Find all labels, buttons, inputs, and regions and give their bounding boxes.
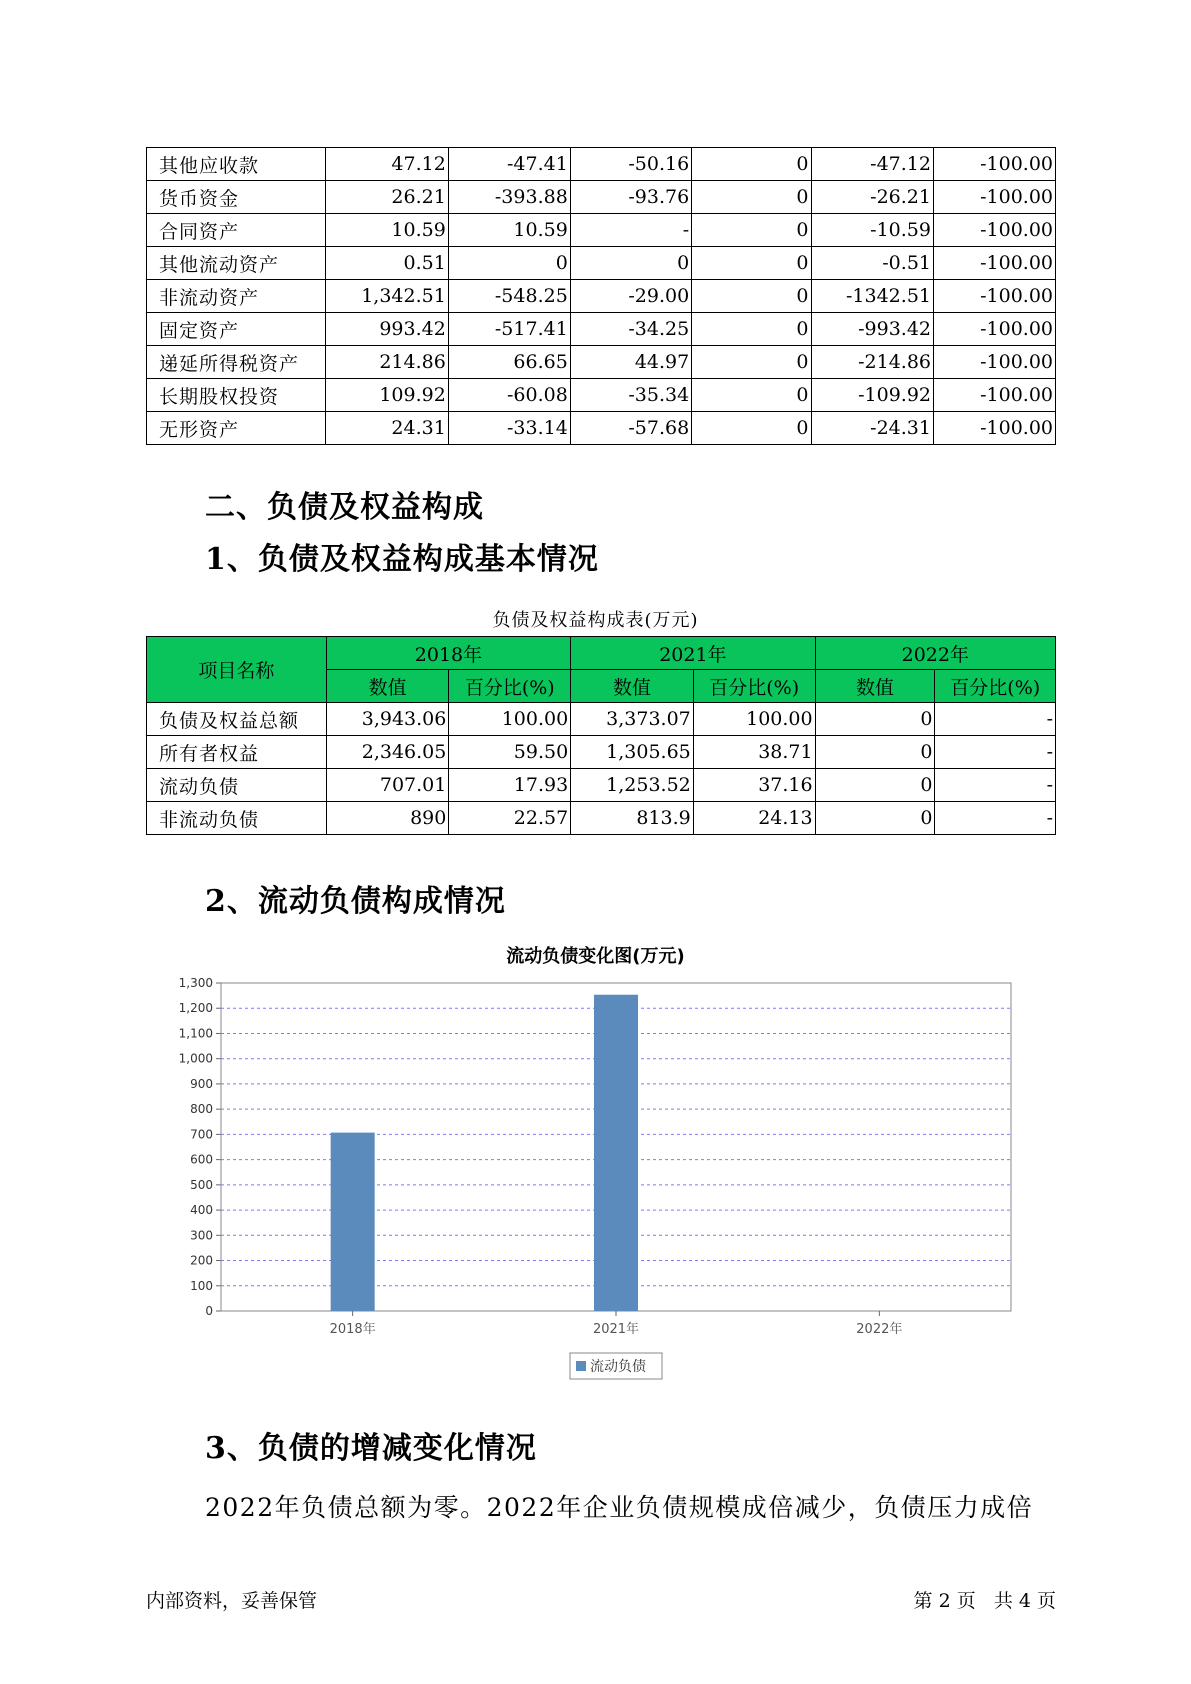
cell-v5: -10.59 <box>811 214 934 247</box>
legend-label: 流动负债 <box>590 1359 646 1375</box>
y-tick-label: 1,100 <box>178 1026 213 1041</box>
y-tick-label: 500 <box>190 1177 213 1192</box>
asset-row <box>147 148 1056 181</box>
cell-v6: -100.00 <box>934 214 1056 247</box>
legend-swatch <box>576 1361 586 1371</box>
row-label: 长期股权投资 <box>147 379 326 412</box>
cell-p3: - <box>935 802 1056 835</box>
asset-row <box>147 313 1056 346</box>
row-label: 所有者权益 <box>147 736 327 769</box>
asset-row <box>147 379 1056 412</box>
cell-v1: 993.42 <box>326 313 448 346</box>
bar <box>594 995 638 1311</box>
cell-v3: -34.25 <box>570 313 691 346</box>
asset-table-body <box>147 148 1056 445</box>
header-item-name: 项目名称 <box>147 637 327 703</box>
footer-confidential: 内部资料，妥善保管 <box>146 1590 318 1612</box>
current-liabilities-chart <box>146 966 1046 1386</box>
header-value: 数值 <box>571 670 694 703</box>
liability-table-body <box>147 703 1056 835</box>
cell-v2: -60.08 <box>448 379 570 412</box>
header-value: 数值 <box>326 670 449 703</box>
header-year-2021: 2021年 <box>571 637 815 670</box>
section-heading: 二、负债及权益构成 <box>205 490 484 525</box>
cell-v3: - <box>570 214 691 247</box>
x-tick-label: 2022年 <box>856 1322 903 1337</box>
cell-p1: 100.00 <box>449 703 571 736</box>
cell-v1: 890 <box>326 802 449 835</box>
cell-p1: 22.57 <box>449 802 571 835</box>
cell-p1: 59.50 <box>449 736 571 769</box>
chart-title: 流动负债变化图(万元) <box>506 946 685 967</box>
cell-v4: 0 <box>692 379 811 412</box>
cell-v3: -50.16 <box>570 148 691 181</box>
cell-p2: 24.13 <box>693 802 815 835</box>
row-label: 固定资产 <box>147 313 326 346</box>
cell-v5: -24.31 <box>811 412 934 445</box>
liability-row <box>147 736 1056 769</box>
y-tick-label: 900 <box>190 1076 213 1091</box>
asset-row <box>147 412 1056 445</box>
cell-v5: -214.86 <box>811 346 934 379</box>
cell-v3: 0 <box>815 703 935 736</box>
cell-v5: -26.21 <box>811 181 934 214</box>
cell-v1: 24.31 <box>326 412 448 445</box>
y-tick-label: 100 <box>190 1278 213 1293</box>
asset-row <box>147 214 1056 247</box>
subsection-heading-2: 2、流动负债构成情况 <box>205 884 506 919</box>
cell-v5: -47.12 <box>811 148 934 181</box>
bar <box>331 1133 375 1311</box>
y-tick-label: 200 <box>190 1253 213 1268</box>
cell-v6: -100.00 <box>934 148 1056 181</box>
cell-v2: -47.41 <box>448 148 570 181</box>
cell-v2: 3,373.07 <box>571 703 694 736</box>
row-label: 非流动资产 <box>147 280 326 313</box>
cell-p1: 17.93 <box>449 769 571 802</box>
cell-v3: 0 <box>815 802 935 835</box>
cell-v2: 10.59 <box>448 214 570 247</box>
row-label: 其他应收款 <box>147 148 326 181</box>
asset-row <box>147 181 1056 214</box>
liability-row <box>147 802 1056 835</box>
table-caption: 负债及权益构成表(万元) <box>492 610 699 631</box>
header-value: 数值 <box>815 670 935 703</box>
cell-p2: 38.71 <box>693 736 815 769</box>
cell-v1: 10.59 <box>326 214 448 247</box>
cell-v4: 0 <box>692 148 811 181</box>
header-year-2022: 2022年 <box>815 637 1055 670</box>
footer-page-number: 第 2 页 共 4 页 <box>913 1590 1056 1612</box>
cell-v5: -1342.51 <box>811 280 934 313</box>
cell-v2: -517.41 <box>448 313 570 346</box>
cell-p3: - <box>935 769 1056 802</box>
cell-v3: 0 <box>815 736 935 769</box>
row-label: 非流动负债 <box>147 802 327 835</box>
cell-v6: -100.00 <box>934 280 1056 313</box>
cell-v1: 26.21 <box>326 181 448 214</box>
cell-p3: - <box>935 736 1056 769</box>
cell-v1: 707.01 <box>326 769 449 802</box>
cell-v4: 0 <box>692 313 811 346</box>
cell-v3: -29.00 <box>570 280 691 313</box>
y-tick-label: 1,200 <box>178 1001 213 1016</box>
header-year-2018: 2018年 <box>326 637 570 670</box>
cell-v2: -33.14 <box>448 412 570 445</box>
cell-v4: 0 <box>692 412 811 445</box>
cell-v5: -0.51 <box>811 247 934 280</box>
header-percent: 百分比(%) <box>935 670 1056 703</box>
cell-v5: -109.92 <box>811 379 934 412</box>
row-label: 其他流动资产 <box>147 247 326 280</box>
cell-v1: 214.86 <box>326 346 448 379</box>
cell-v2: 66.65 <box>448 346 570 379</box>
cell-v4: 0 <box>692 214 811 247</box>
cell-v6: -100.00 <box>934 181 1056 214</box>
cell-v2: 813.9 <box>571 802 694 835</box>
cell-v3: -35.34 <box>570 379 691 412</box>
cell-v1: 47.12 <box>326 148 448 181</box>
cell-v3: -93.76 <box>570 181 691 214</box>
cell-v2: -393.88 <box>448 181 570 214</box>
cell-v1: 0.51 <box>326 247 448 280</box>
cell-v4: 0 <box>692 247 811 280</box>
y-tick-label: 700 <box>190 1127 213 1142</box>
cell-v4: 0 <box>692 346 811 379</box>
cell-v2: -548.25 <box>448 280 570 313</box>
liability-row <box>147 703 1056 736</box>
row-label: 负债及权益总额 <box>147 703 327 736</box>
y-tick-label: 600 <box>190 1152 213 1167</box>
row-label: 流动负债 <box>147 769 327 802</box>
cell-v2: 1,305.65 <box>571 736 694 769</box>
subsection-heading-3: 3、负债的增减变化情况 <box>205 1431 537 1466</box>
cell-v5: -993.42 <box>811 313 934 346</box>
cell-v2: 0 <box>448 247 570 280</box>
cell-v6: -100.00 <box>934 346 1056 379</box>
subsection-heading-1: 1、负债及权益构成基本情况 <box>205 542 599 577</box>
cell-v1: 109.92 <box>326 379 448 412</box>
cell-p2: 37.16 <box>693 769 815 802</box>
cell-v3: -57.68 <box>570 412 691 445</box>
asset-row <box>147 346 1056 379</box>
y-tick-label: 1,000 <box>178 1051 213 1066</box>
cell-v3: 44.97 <box>570 346 691 379</box>
header-percent: 百分比(%) <box>693 670 815 703</box>
row-label: 递延所得税资产 <box>147 346 326 379</box>
cell-p2: 100.00 <box>693 703 815 736</box>
row-label: 无形资产 <box>147 412 326 445</box>
y-tick-label: 1,300 <box>178 976 213 990</box>
row-label: 货币资金 <box>147 181 326 214</box>
y-tick-label: 0 <box>205 1304 213 1318</box>
cell-v3: 0 <box>570 247 691 280</box>
cell-v6: -100.00 <box>934 379 1056 412</box>
cell-v1: 2,346.05 <box>326 736 449 769</box>
asset-row <box>147 247 1056 280</box>
body-paragraph: 2022年负债总额为零。2022年企业负债规模成倍减少，负债压力成倍 <box>205 1493 1034 1522</box>
cell-v4: 0 <box>692 280 811 313</box>
y-tick-label: 400 <box>190 1203 213 1218</box>
cell-v2: 1,253.52 <box>571 769 694 802</box>
cell-v3: 0 <box>815 769 935 802</box>
asset-table <box>146 147 1056 445</box>
cell-v4: 0 <box>692 181 811 214</box>
y-tick-label: 300 <box>190 1228 213 1243</box>
y-tick-label: 800 <box>190 1102 213 1117</box>
header-percent: 百分比(%) <box>449 670 571 703</box>
cell-v1: 3,943.06 <box>326 703 449 736</box>
liability-equity-table <box>146 636 1056 835</box>
cell-v6: -100.00 <box>934 412 1056 445</box>
cell-v1: 1,342.51 <box>326 280 448 313</box>
asset-row <box>147 280 1056 313</box>
x-tick-label: 2021年 <box>592 1322 640 1337</box>
x-tick-label: 2018年 <box>329 1322 376 1337</box>
liability-row <box>147 769 1056 802</box>
cell-v6: -100.00 <box>934 313 1056 346</box>
cell-v6: -100.00 <box>934 247 1056 280</box>
row-label: 合同资产 <box>147 214 326 247</box>
cell-p3: - <box>935 703 1056 736</box>
